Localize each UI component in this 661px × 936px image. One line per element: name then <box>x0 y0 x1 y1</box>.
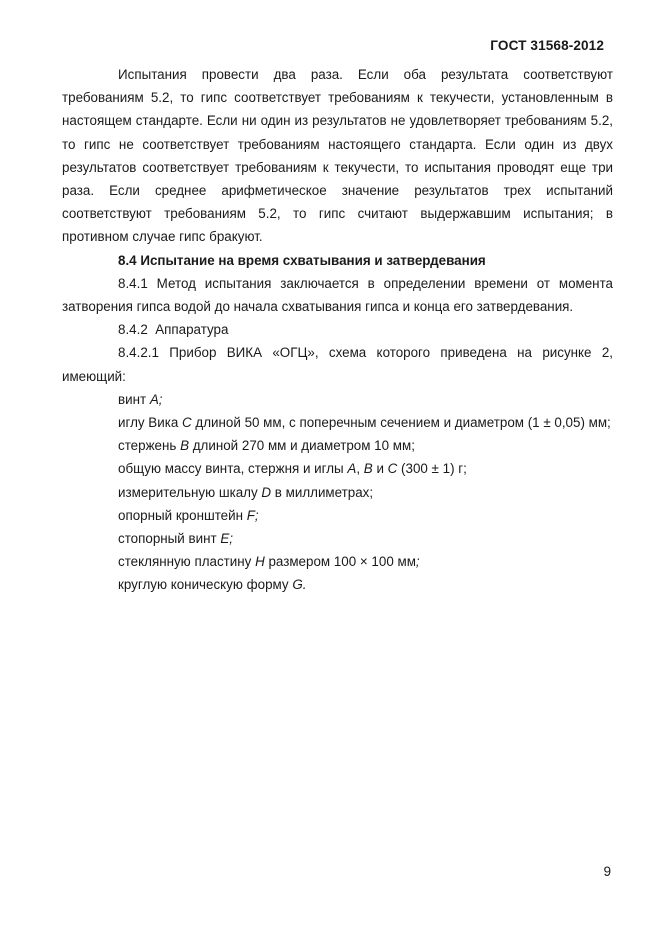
paragraph-test-repetition: Испытания провести два раза. Если оба результата соответствуют требованиям 5.2, то гипс соответствует требованиям к текучести, установленным в настоящем стандарте. Если ни один из результатов не удовлетворяет требованиям 5.2, то гипс не соответствует требованиям настоящего стандарта. Если один из двух результатов соответствует требованиям к текучести, то испытания проводят еще три раза. Если среднее арифметическое значение результатов трех испытаний соответствуют требованиям 5.2, то гипс считают выдержавшим испытания; в противном случае гипс бракуют. <box>62 67 613 245</box>
list-item-prefix: стеклянную пластину <box>118 554 256 570</box>
list-item-suffix: в миллиметрах; <box>271 484 374 500</box>
list-item-glass-plate <box>62 550 613 573</box>
list-item-prefix: стопорный винт <box>118 531 221 547</box>
list-item-letter: B <box>180 438 190 454</box>
list-item-conical-mould <box>62 573 613 596</box>
list-item-bracket <box>62 504 613 527</box>
list-item-separator: и <box>372 461 388 477</box>
list-item-letter-a: A <box>347 461 357 477</box>
list-item-suffix: . <box>302 577 307 593</box>
list-item-letter: C <box>182 415 192 431</box>
list-item-letter-b: B <box>363 461 373 477</box>
list-item-letter: A <box>149 391 159 407</box>
list-item-suffix: ; <box>158 391 163 407</box>
list-item-vicat-needle <box>62 411 613 434</box>
list-item-letter-c: C <box>387 461 398 477</box>
list-item-suffix: длиной 50 мм, с поперечным сечением и диаметром (1 ± 0,05) мм; <box>191 415 611 431</box>
list-item-locking-screw <box>62 527 613 550</box>
document-body <box>62 63 613 597</box>
list-item-letter: D <box>261 484 272 500</box>
paragraph-8-4-1: 8.4.1 Метод испытания заключается в определении времени от момента затворения гипса водой до начала схватывания гипса и конца его затвердевания. <box>62 275 613 315</box>
list-item-prefix: общую массу винта, стержня и иглы <box>118 461 348 477</box>
list-item-prefix: круглую коническую форму <box>118 577 293 593</box>
list-item-separator: , <box>356 461 364 477</box>
paragraph-8-4-2: 8.4.2 Аппаратура <box>118 322 229 338</box>
list-item-suffix: размером 100 × 100 мм <box>264 554 416 570</box>
list-item-prefix: стержень <box>118 438 181 454</box>
page-number: 9 <box>603 864 611 879</box>
list-item-prefix: опорный кронштейн <box>118 507 247 523</box>
list-item-letter: E <box>220 531 230 547</box>
list-item-scale <box>62 481 613 504</box>
list-item-suffix: длиной 270 мм и диаметром 10 мм; <box>189 438 415 454</box>
list-item-prefix: измерительную шкалу <box>118 484 262 500</box>
document-code-header: ГОСТ 31568-2012 <box>490 38 604 53</box>
list-item-screw <box>62 388 613 411</box>
paragraph-8-4-2-1: 8.4.2.1 Прибор ВИКА «ОГЦ», схема которого приведена на рисунке 2, имеющий: <box>62 345 613 384</box>
list-item-suffix: ; <box>254 507 259 523</box>
list-item-total-mass <box>62 457 613 480</box>
list-item-letter: G <box>292 577 303 593</box>
list-item-rod <box>62 434 613 457</box>
list-item-suffix: ; <box>229 531 234 547</box>
list-item-end: ; <box>415 554 420 570</box>
list-item-prefix: иглу Вика <box>118 415 183 431</box>
list-item-letter: F <box>246 507 255 523</box>
list-item-text: винт <box>118 391 150 407</box>
list-item-suffix: (300 ± 1) г; <box>397 461 467 477</box>
section-heading-8-4: 8.4 Испытание на время схватывания и затвердевания <box>118 252 486 268</box>
list-item-letter: H <box>255 554 265 570</box>
